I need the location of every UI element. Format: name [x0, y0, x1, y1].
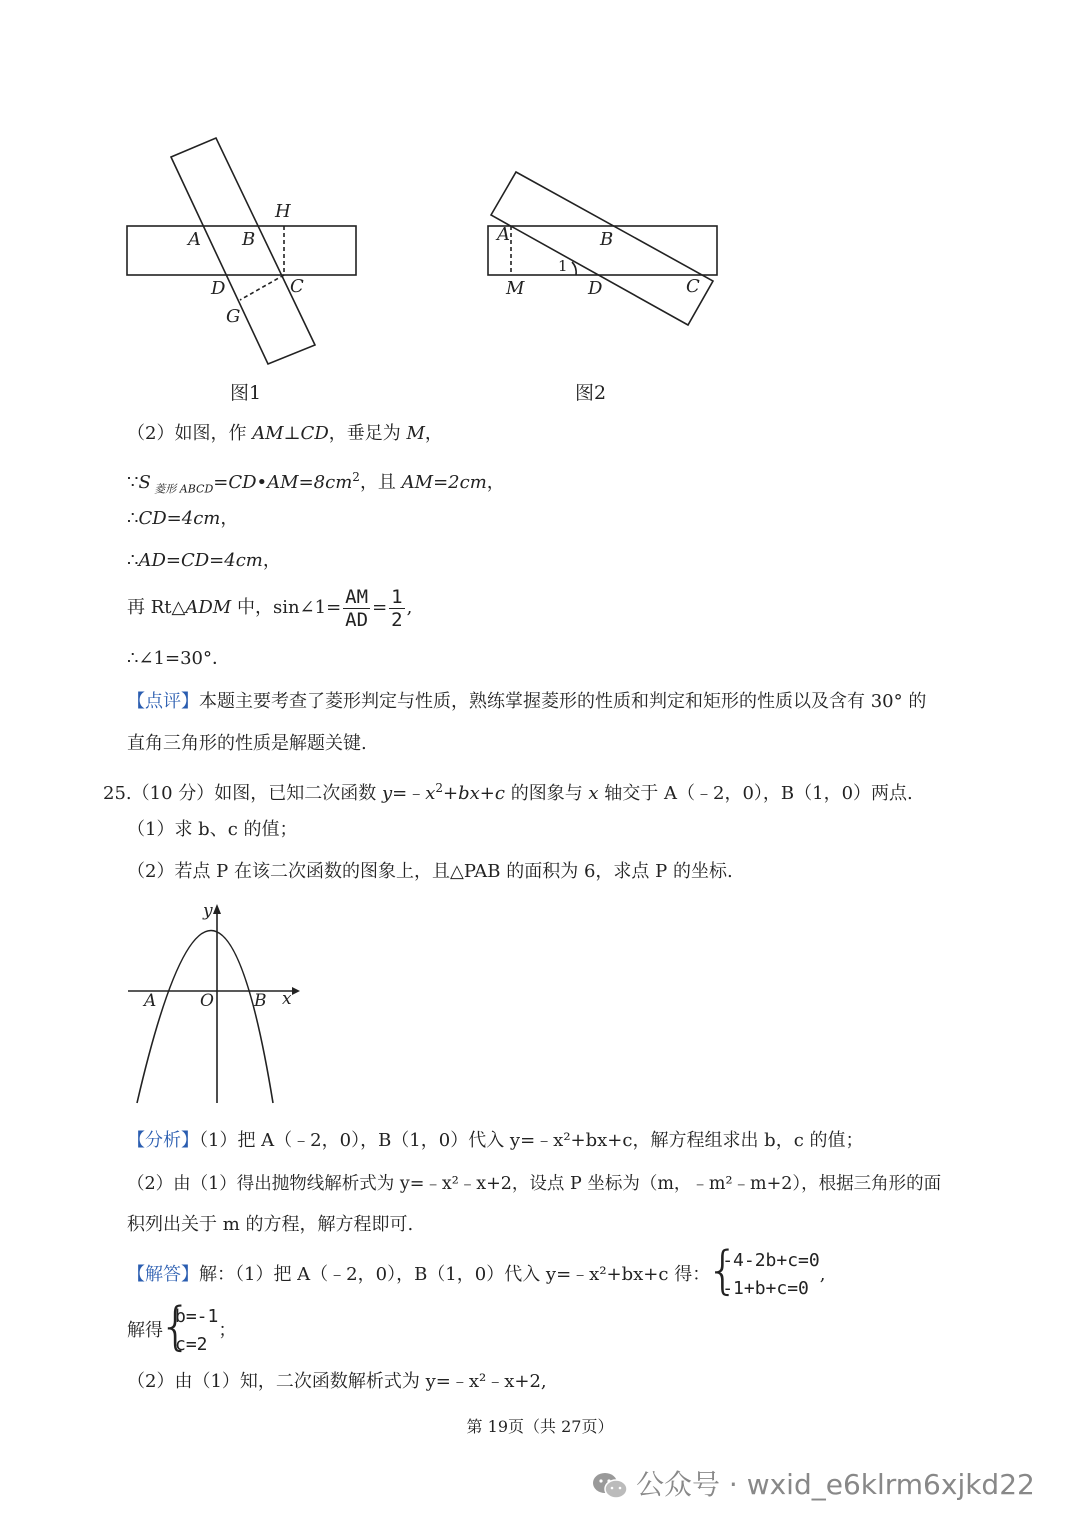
wechat-icon [592, 1472, 628, 1500]
math: AM=2cm [401, 472, 487, 493]
fraction-am-ad [343, 586, 370, 631]
figure-2-caption: 图2 [575, 382, 607, 404]
y-axis-arrow [213, 904, 221, 914]
superscript: 2 [435, 781, 444, 795]
math: CD=4cm [138, 508, 221, 529]
math: x [588, 783, 599, 804]
answer-line2 [127, 1301, 236, 1361]
graph-label-o: O [200, 991, 214, 1011]
angle-arc [572, 262, 576, 275]
part2-line6: ∴∠1=30°． [127, 648, 230, 669]
text: 解：（1）把 A（﹣2，0），B（1，0）代入 y=﹣x²+bx+c 得： [199, 1264, 711, 1285]
comment-tag: 【点评】 [127, 691, 199, 712]
math: AM⊥CD [252, 423, 329, 444]
comment-line2: 直角三角形的性质是解题关键. [127, 733, 367, 754]
parabola-curve [137, 931, 273, 1104]
text: ， [262, 550, 281, 571]
graph-label-y: y [203, 901, 213, 921]
figure-1-caption: 图1 [230, 382, 262, 404]
text: 中，sin∠1= [231, 597, 342, 618]
text: 解得 [127, 1320, 163, 1341]
fraction-one-half [389, 586, 404, 631]
dashed-cg [240, 275, 284, 300]
part2-line1 [127, 421, 443, 447]
fig2-label-d: D [588, 278, 603, 299]
text: 本题主要考查了菱形判定与性质，熟练掌握菱形的性质和判定和矩形的性质以及含有 30° 的 [199, 691, 927, 712]
analysis-line1 [127, 1128, 864, 1154]
numerator: AM [345, 585, 369, 608]
fig1-label-h: H [275, 201, 291, 222]
graph-label-x: x [282, 989, 292, 1009]
math: =CD•AM=8cm [213, 472, 353, 493]
text: ，且 [359, 472, 402, 493]
subscript: 菱形 ABCD [150, 482, 214, 496]
analysis-tag: 【分析】 [127, 1130, 199, 1151]
figures-svg [0, 0, 1080, 420]
fig2-label-b: B [600, 229, 614, 250]
text: （1）把 A（﹣2，0），B（1，0）代入 y=﹣x²+bx+c，解方程组求出 b，c 的值； [199, 1130, 864, 1151]
graph-label-a: A [144, 991, 157, 1011]
therefore-symbol: ∴ [127, 508, 139, 529]
page-footer: 第 19页（共 27页） [466, 1417, 614, 1436]
math: x [425, 783, 436, 804]
fig2-angle-label: 1 [558, 257, 568, 275]
math: S [138, 472, 151, 493]
text: 的图象与 [504, 783, 589, 804]
denominator: 2 [391, 608, 403, 631]
watermark-text: 公众号 · wxid_e6klrm6xjkd22 [636, 1468, 1035, 1501]
math: ADM [185, 597, 232, 618]
x-axis-arrow [292, 987, 300, 995]
text: ； [218, 1320, 237, 1341]
comment-line1 [127, 689, 926, 715]
equation-system-2 [163, 1303, 218, 1359]
text: ，垂足为 [328, 423, 407, 444]
analysis-line3: 积列出关于 m 的方程，解方程即可. [127, 1214, 414, 1235]
fig1-label-b: B [242, 229, 256, 250]
q25-sub1: （1）求 b、c 的值； [127, 819, 298, 840]
fig1-label-c: C [290, 276, 304, 297]
math: AD=CD=4cm [138, 550, 263, 571]
equation-system-1 [710, 1247, 820, 1303]
part2-line3 [127, 506, 238, 532]
text: 轴交于 A（﹣2，0），B（1，0）两点. [598, 783, 913, 804]
fig1-label-d: D [211, 278, 226, 299]
math: +bx+c [443, 783, 505, 804]
watermark [592, 1463, 1035, 1503]
analysis-line2: （2）由（1）得出抛物线解析式为 y=﹣x²﹣x+2，设点 P 坐标为（m，﹣m²﹣m+2），根据三角形的面 [127, 1174, 942, 1194]
answer-tag: 【解答】 [127, 1264, 199, 1285]
slanted-strip-1 [171, 138, 315, 364]
answer-line1 [127, 1245, 825, 1305]
text: 再 Rt△ [127, 597, 186, 618]
text: ， [486, 472, 505, 493]
fig2-label-a: A [497, 224, 510, 245]
q25-stem [103, 775, 913, 807]
math: M [406, 423, 425, 444]
because-symbol: ∵ [127, 472, 139, 493]
fig2-label-m: M [506, 278, 525, 299]
text: ， [220, 508, 239, 529]
part2-line2 [127, 464, 505, 503]
text: 25.（10 分）如图，已知二次函数 [103, 783, 382, 804]
numerator: 1 [391, 585, 403, 608]
math: y [381, 783, 393, 804]
denominator: AD [345, 608, 369, 631]
figure-1 [127, 138, 356, 364]
text: , [406, 597, 413, 618]
text: , [819, 1264, 826, 1285]
equation: c=2 [175, 1334, 208, 1355]
equation: { b=-1 [175, 1306, 219, 1327]
superscript: 2 [352, 470, 360, 484]
fig1-label-g: G [226, 306, 241, 327]
equation: { -4-2b+c=0 [722, 1250, 820, 1271]
text: ， [424, 423, 443, 444]
part2-line4 [127, 548, 281, 574]
parabola-graph [120, 898, 310, 1108]
q25-sub2: （2）若点 P 在该二次函数的图象上，且△PAB 的面积为 6，求点 P 的坐标. [127, 861, 733, 882]
answer-line3: （2）由（1）知，二次函数解析式为 y=﹣x²﹣x+2, [127, 1371, 547, 1392]
fig1-label-a: A [188, 229, 201, 250]
text: =﹣ [392, 783, 426, 804]
text: （2）如图，作 [127, 423, 253, 444]
equation: -1+b+c=0 [722, 1278, 809, 1299]
graph-label-b: B [254, 991, 267, 1011]
text: = [372, 597, 388, 618]
part2-line5 [127, 584, 412, 632]
fig2-label-c: C [686, 276, 700, 297]
therefore-symbol: ∴ [127, 550, 139, 571]
